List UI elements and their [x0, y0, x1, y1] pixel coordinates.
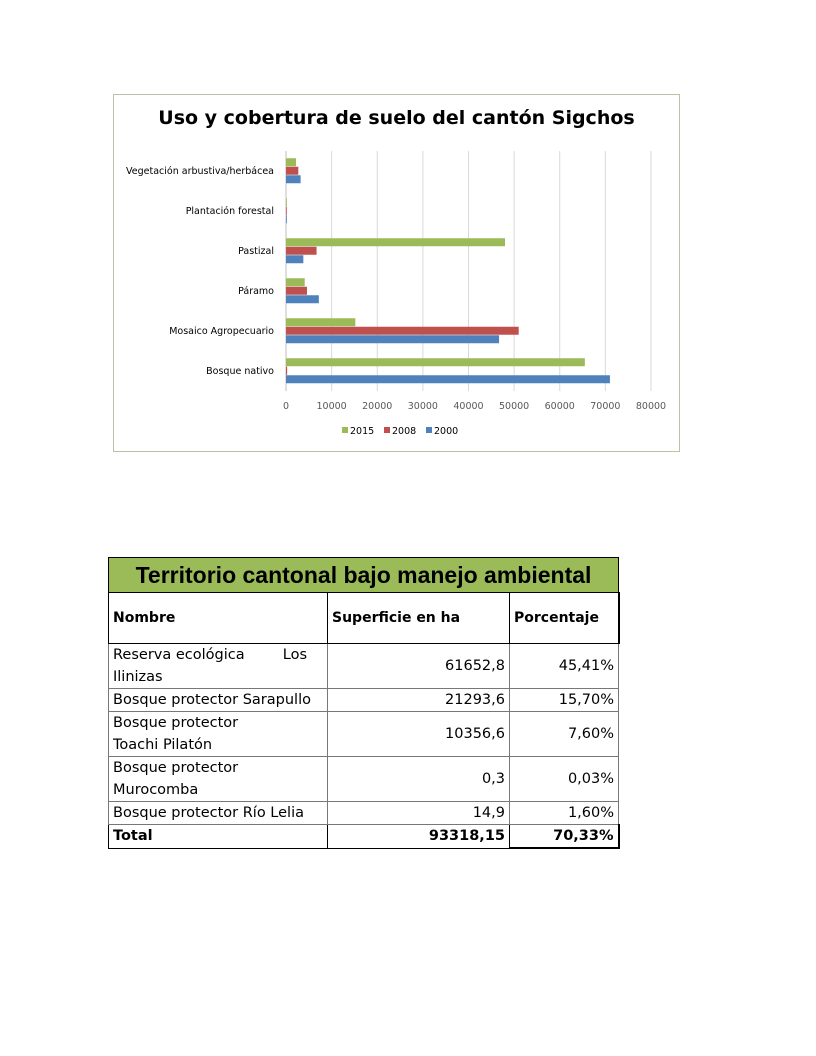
table-row — [109, 712, 619, 757]
category-label: Plantación forestal — [185, 206, 274, 217]
bar-2015 — [286, 238, 505, 246]
bar-2008 — [286, 367, 287, 375]
bar-2000 — [286, 335, 499, 343]
table-row — [109, 644, 619, 689]
x-tick-label: 10000 — [316, 401, 347, 412]
table-row — [109, 802, 619, 825]
row-area: 0,3 — [328, 757, 510, 802]
row-area: 21293,6 — [328, 689, 510, 712]
category-label: Bosque nativo — [206, 366, 274, 377]
bar-2008 — [286, 167, 298, 175]
category-label: Vegetación arbustiva/herbácea — [126, 166, 274, 177]
row-name-part: Bosque protector — [113, 760, 239, 776]
row-area: 10356,6 — [328, 712, 510, 757]
total-row — [109, 825, 619, 849]
bar-2015 — [286, 358, 585, 366]
row-name-part: Los — [282, 647, 307, 663]
table-row — [109, 689, 619, 712]
row-pct: 1,60% — [510, 802, 619, 825]
chart-canvas — [114, 95, 681, 453]
bar-2000 — [286, 255, 303, 263]
total-label: Total — [109, 825, 328, 849]
row-name — [109, 644, 328, 689]
legend-swatch — [342, 427, 348, 433]
total-pct: 70,33% — [510, 825, 619, 849]
table-row — [109, 757, 619, 802]
row-name-part: Toachi Pilatón — [113, 737, 213, 753]
x-tick-label: 80000 — [635, 401, 667, 412]
x-tick-label: 60000 — [544, 401, 575, 412]
row-name: Bosque protector Sarapullo — [109, 689, 328, 712]
category-label: Páramo — [238, 286, 274, 297]
row-pct: 0,03% — [510, 757, 619, 802]
legend-entry: 2000 — [434, 426, 459, 437]
legend-entry: 2008 — [392, 426, 417, 437]
row-name — [109, 712, 328, 757]
bar-2000 — [286, 215, 287, 223]
bar-2000 — [286, 295, 319, 303]
table-title: Territorio cantonal bajo manejo ambiental — [109, 558, 619, 593]
header-superficie: Superficie en ha — [328, 593, 510, 644]
chart-title: Uso y cobertura de suelo del cantón Sigchos — [158, 107, 635, 129]
bar-2000 — [286, 375, 610, 383]
legend-swatch — [384, 427, 390, 433]
category-label: Mosaico Agropecuario — [169, 326, 274, 337]
row-pct: 15,70% — [510, 689, 619, 712]
x-tick-label: 70000 — [590, 401, 621, 412]
legend-entry: 2015 — [350, 426, 375, 437]
header-porcentaje: Porcentaje — [510, 593, 619, 644]
row-name-part: Reserva ecológica — [113, 647, 245, 663]
row-name-part: Bosque protector — [113, 715, 239, 731]
x-tick-label: 40000 — [453, 401, 484, 412]
bar-2015 — [286, 278, 305, 286]
x-tick-label: 20000 — [362, 401, 393, 412]
row-name — [109, 757, 328, 802]
bar-2008 — [286, 247, 317, 255]
environmental-management-table — [108, 557, 620, 849]
bar-2000 — [286, 175, 301, 183]
row-pct: 7,60% — [510, 712, 619, 757]
bar-2008 — [286, 327, 519, 335]
bar-2008 — [286, 287, 307, 295]
bar-2015 — [286, 158, 296, 166]
x-tick-label: 0 — [282, 401, 290, 412]
row-area: 61652,8 — [328, 644, 510, 689]
row-name: Bosque protector Río Lelia — [109, 802, 328, 825]
header-nombre: Nombre — [109, 593, 328, 644]
total-area: 93318,15 — [328, 825, 510, 849]
bar-2015 — [286, 318, 355, 326]
x-tick-label: 30000 — [407, 401, 438, 412]
legend-swatch — [426, 427, 432, 433]
bar-2015 — [286, 198, 287, 206]
x-tick-label: 50000 — [499, 401, 530, 412]
row-name-part: Murocomba — [113, 782, 199, 798]
row-area: 14,9 — [328, 802, 510, 825]
land-use-chart — [113, 94, 680, 452]
row-name-part: Ilinizas — [113, 669, 163, 685]
category-label: Pastizal — [238, 246, 274, 257]
bar-2008 — [286, 207, 287, 215]
row-pct: 45,41% — [510, 644, 619, 689]
